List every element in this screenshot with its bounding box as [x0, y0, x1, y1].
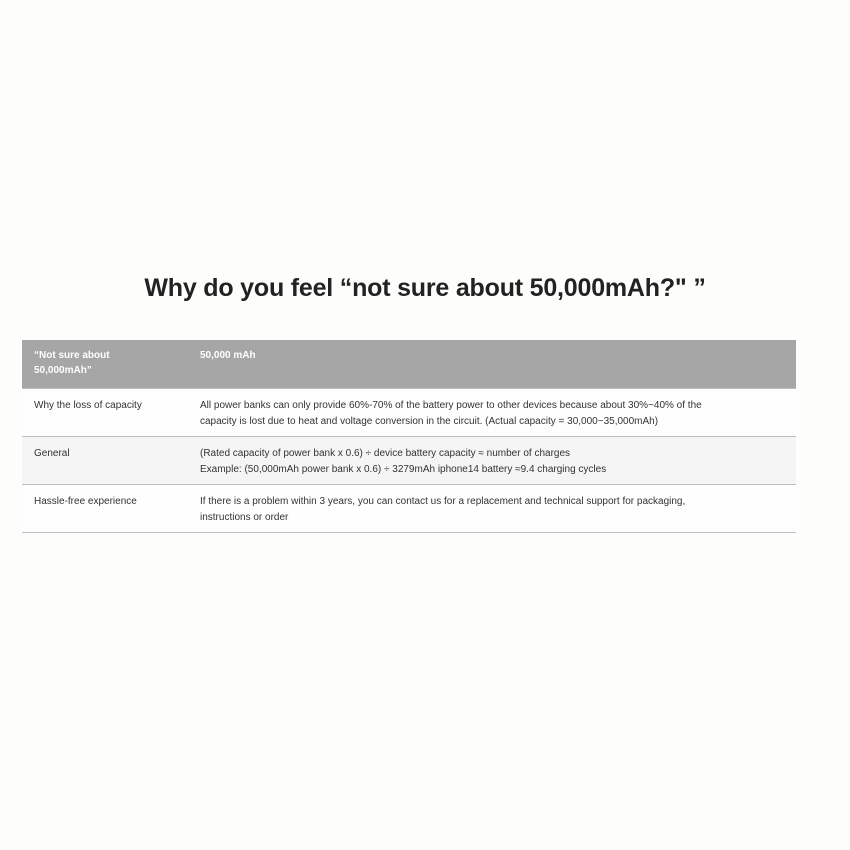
page-title: Why do you feel “not sure about 50,000mAh?" ” — [144, 274, 706, 302]
table-row — [22, 388, 796, 436]
table-row — [22, 484, 796, 532]
header-topic-line: 50,000mAh” — [34, 365, 92, 376]
header-topic-line: “Not sure about — [34, 350, 110, 361]
description-line: All power banks can only provide 60%-70% of the battery power to other devices because about 30%~40% of the — [200, 400, 702, 411]
table-row — [22, 436, 796, 484]
row-description — [187, 437, 796, 484]
description-line: (Rated capacity of power bank x 0.6) ÷ device battery capacity ≈ number of charges — [200, 448, 571, 459]
header-cell-capacity: 50,000 mAh — [200, 350, 256, 361]
description-line: instructions or order — [200, 512, 289, 523]
description-line: If there is a problem within 3 years, you can contact us for a replacement and technical support for packaging, — [200, 496, 686, 507]
description-line: capacity is lost due to heat and voltage conversion in the circuit. (Actual capacity = 30,000~35,000mAh) — [200, 416, 659, 427]
row-description — [187, 485, 796, 532]
row-label: Why the loss of capacity — [34, 400, 142, 411]
table-header-row — [22, 340, 796, 388]
description-line: Example: (50,000mAh power bank x 0.6) ÷ 3279mAh iphone14 battery ≈9.4 charging cycles — [200, 464, 607, 475]
header-cell-topic — [22, 340, 187, 388]
row-label: General — [34, 448, 70, 459]
comparison-table — [22, 340, 796, 533]
row-label: Hassle-free experience — [34, 496, 137, 507]
row-description — [187, 389, 796, 436]
